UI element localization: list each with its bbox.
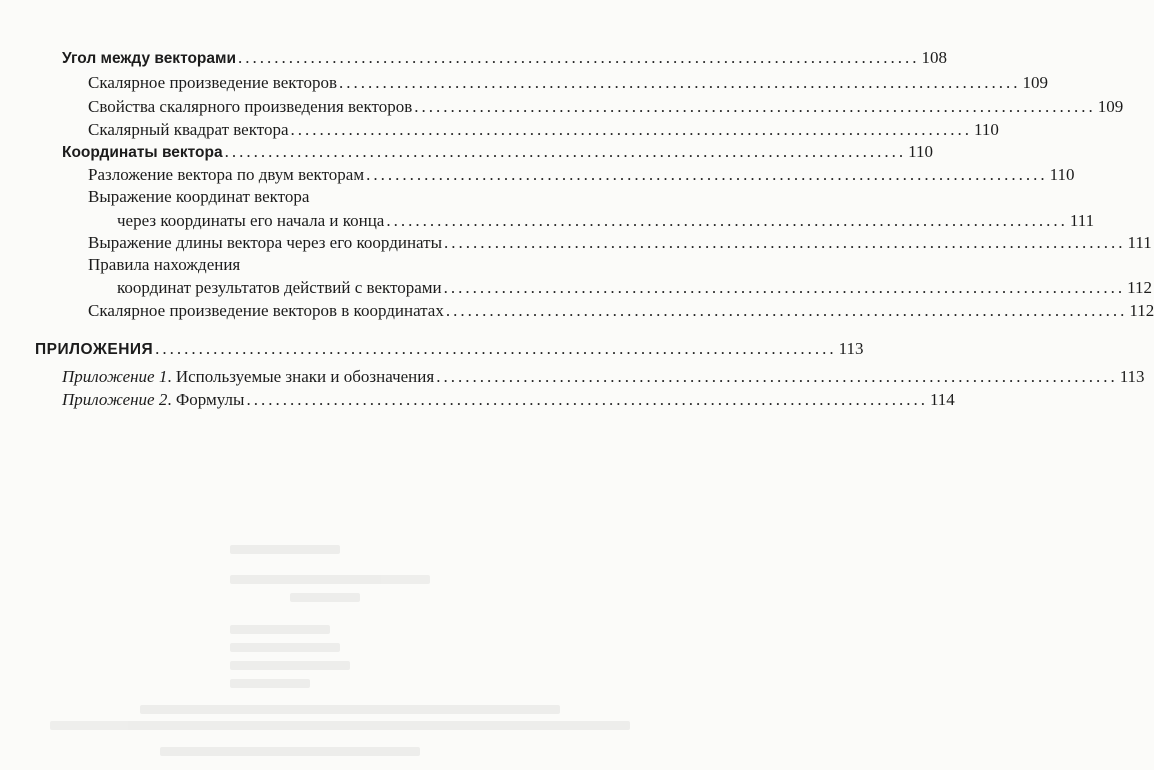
toc-entry-page: 114	[929, 390, 955, 409]
toc-entry-page: 109	[1022, 73, 1049, 92]
toc-section-title: ПРИЛОЖЕНИЯ	[35, 341, 154, 358]
appendix-prefix: Приложение 2	[62, 390, 168, 409]
toc-entry-page: 110	[974, 120, 999, 139]
toc-leader-dots: ..............................................................................................	[386, 211, 1068, 230]
toc-entry	[88, 299, 1154, 323]
toc-entry	[88, 163, 1075, 187]
toc-section-entry	[35, 337, 864, 362]
toc-leader-dots: ..............................................................................................	[445, 301, 1128, 320]
toc-entry-page: 113	[838, 339, 864, 358]
toc-entry-page: 111	[1069, 211, 1095, 230]
toc-entry	[88, 71, 1049, 95]
toc-entry-title: через координаты его начала и конца	[117, 211, 385, 230]
toc-entry-title: Скалярное произведение векторов в координатах	[88, 301, 444, 320]
toc-entry-title: Координаты вектора	[62, 144, 223, 161]
toc-leader-dots: ..............................................................................................	[238, 48, 920, 67]
toc-entry-title: . Используемые знаки и обозначения	[167, 367, 435, 386]
toc-entry-title: Скалярный квадрат вектора	[88, 120, 289, 139]
toc-entry-title-line1: Выражение координат вектора	[88, 187, 310, 206]
toc-entry-page: 112	[1127, 278, 1153, 297]
toc-entry	[88, 231, 1152, 255]
toc-entry-title: координат результатов действий с векторами	[117, 278, 442, 297]
toc-entry	[88, 118, 999, 142]
toc-leader-dots: ..............................................................................................	[339, 73, 1021, 92]
toc-entry-page: 110	[1049, 165, 1075, 184]
toc-entry-page: 113	[1119, 367, 1145, 386]
toc-entry-title: Выражение длины вектора через его координаты	[88, 233, 443, 252]
appendix-prefix: Приложение 1	[62, 367, 168, 386]
toc-leader-dots: ..............................................................................................	[290, 120, 973, 139]
toc-entry-title: Разложение вектора по двум векторам	[88, 165, 365, 184]
toc-entry	[117, 209, 1095, 233]
toc-leader-dots: ..............................................................................................	[224, 142, 907, 161]
show-through-imprint	[40, 545, 640, 770]
toc-entry-page: 110	[908, 142, 933, 161]
toc-entry-title: Угол между векторами	[62, 50, 237, 67]
toc-entry-title: . Формулы	[167, 390, 245, 409]
toc-entry-title-line1: Правила нахождения	[88, 255, 241, 274]
toc-leader-dots: ..............................................................................................	[366, 165, 1048, 184]
toc-entry	[62, 140, 933, 165]
toc-entry	[88, 95, 1124, 119]
toc-leader-dots: ..............................................................................................	[443, 278, 1126, 297]
toc-leader-dots: ..............................................................................................	[414, 97, 1096, 116]
toc-entry	[62, 365, 1145, 389]
toc-entry-page: 108	[921, 48, 948, 67]
toc-leader-dots: ..............................................................................................	[436, 367, 1118, 386]
toc-leader-dots: ..............................................................................................	[246, 390, 928, 409]
toc-entry-page: 112	[1129, 301, 1154, 320]
toc-entry-page: 111	[1127, 233, 1152, 252]
toc-entry	[117, 276, 1153, 300]
toc-leader-dots: ..............................................................................................	[155, 339, 837, 358]
toc-entry-title: Скалярное произведение векторов	[88, 73, 338, 92]
toc-entry	[62, 46, 948, 71]
toc-entry-page: 109	[1097, 97, 1124, 116]
toc-entry-title: Свойства скалярного произведения векторов	[88, 97, 413, 116]
toc-leader-dots: ..............................................................................................	[444, 233, 1126, 252]
toc-entry	[62, 388, 955, 412]
